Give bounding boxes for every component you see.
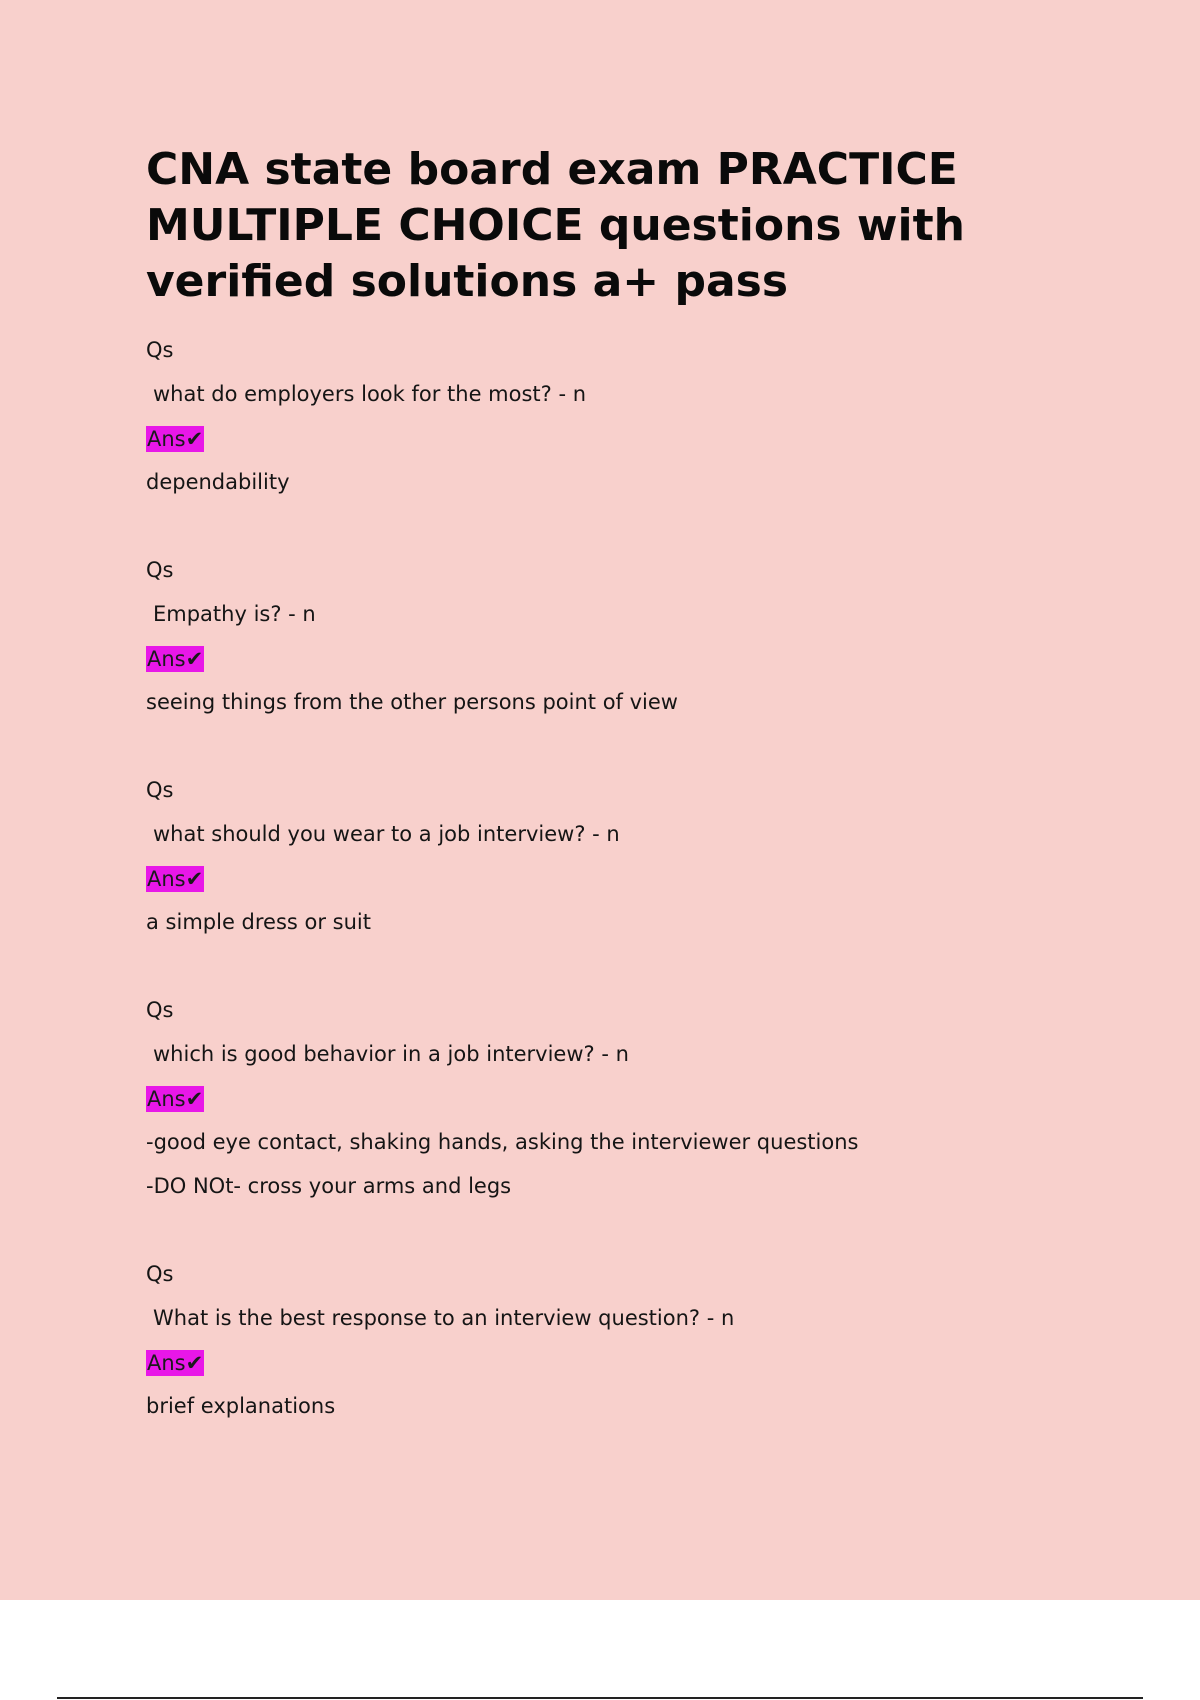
question-text: Empathy is? - n [153,602,316,626]
question-text: what should you wear to a job interview? - n [153,822,620,846]
answer-label-row [146,416,1046,460]
question-label: Qs [146,998,174,1022]
answer-text: brief explanations [146,1394,336,1418]
qa-item [146,988,1046,1208]
question-label: Qs [146,778,174,802]
document-title: CNA state board exam PRACTICE MULTIPLE CHOICE questions with verified solutions a+ pass [146,144,965,307]
question-label: Qs [146,338,174,362]
answer-text: -DO NOt- cross your arms and legs [146,1174,512,1198]
answer-badge: Ans✔ [147,867,204,891]
question-label: Qs [146,1262,174,1286]
answer-text: -good eye contact, shaking hands, asking the interviewer questions [146,1130,859,1154]
answer-label-row [146,856,1046,900]
question-text: what do employers look for the most? - n [153,382,587,406]
qa-item [146,768,1046,944]
answer-label-row [146,636,1046,680]
answer-badge: Ans✔ [147,1087,204,1111]
answer-label-row [146,1076,1046,1120]
footer-divider [57,1697,1143,1699]
answer-text: seeing things from the other persons point of view [146,690,678,714]
answer-badge: Ans✔ [147,1351,204,1375]
answer-badge: Ans✔ [147,647,204,671]
answer-text: a simple dress or suit [146,910,371,934]
answer-text: dependability [146,470,290,494]
question-text: which is good behavior in a job interview? - n [153,1042,629,1066]
question-text: What is the best response to an interview question? - n [153,1306,735,1330]
qa-item [146,1252,1046,1428]
document-content [146,142,1046,1428]
answer-badge: Ans✔ [147,427,204,451]
qa-item [146,548,1046,724]
qa-item [146,328,1046,504]
answer-label-row [146,1340,1046,1384]
question-label: Qs [146,558,174,582]
